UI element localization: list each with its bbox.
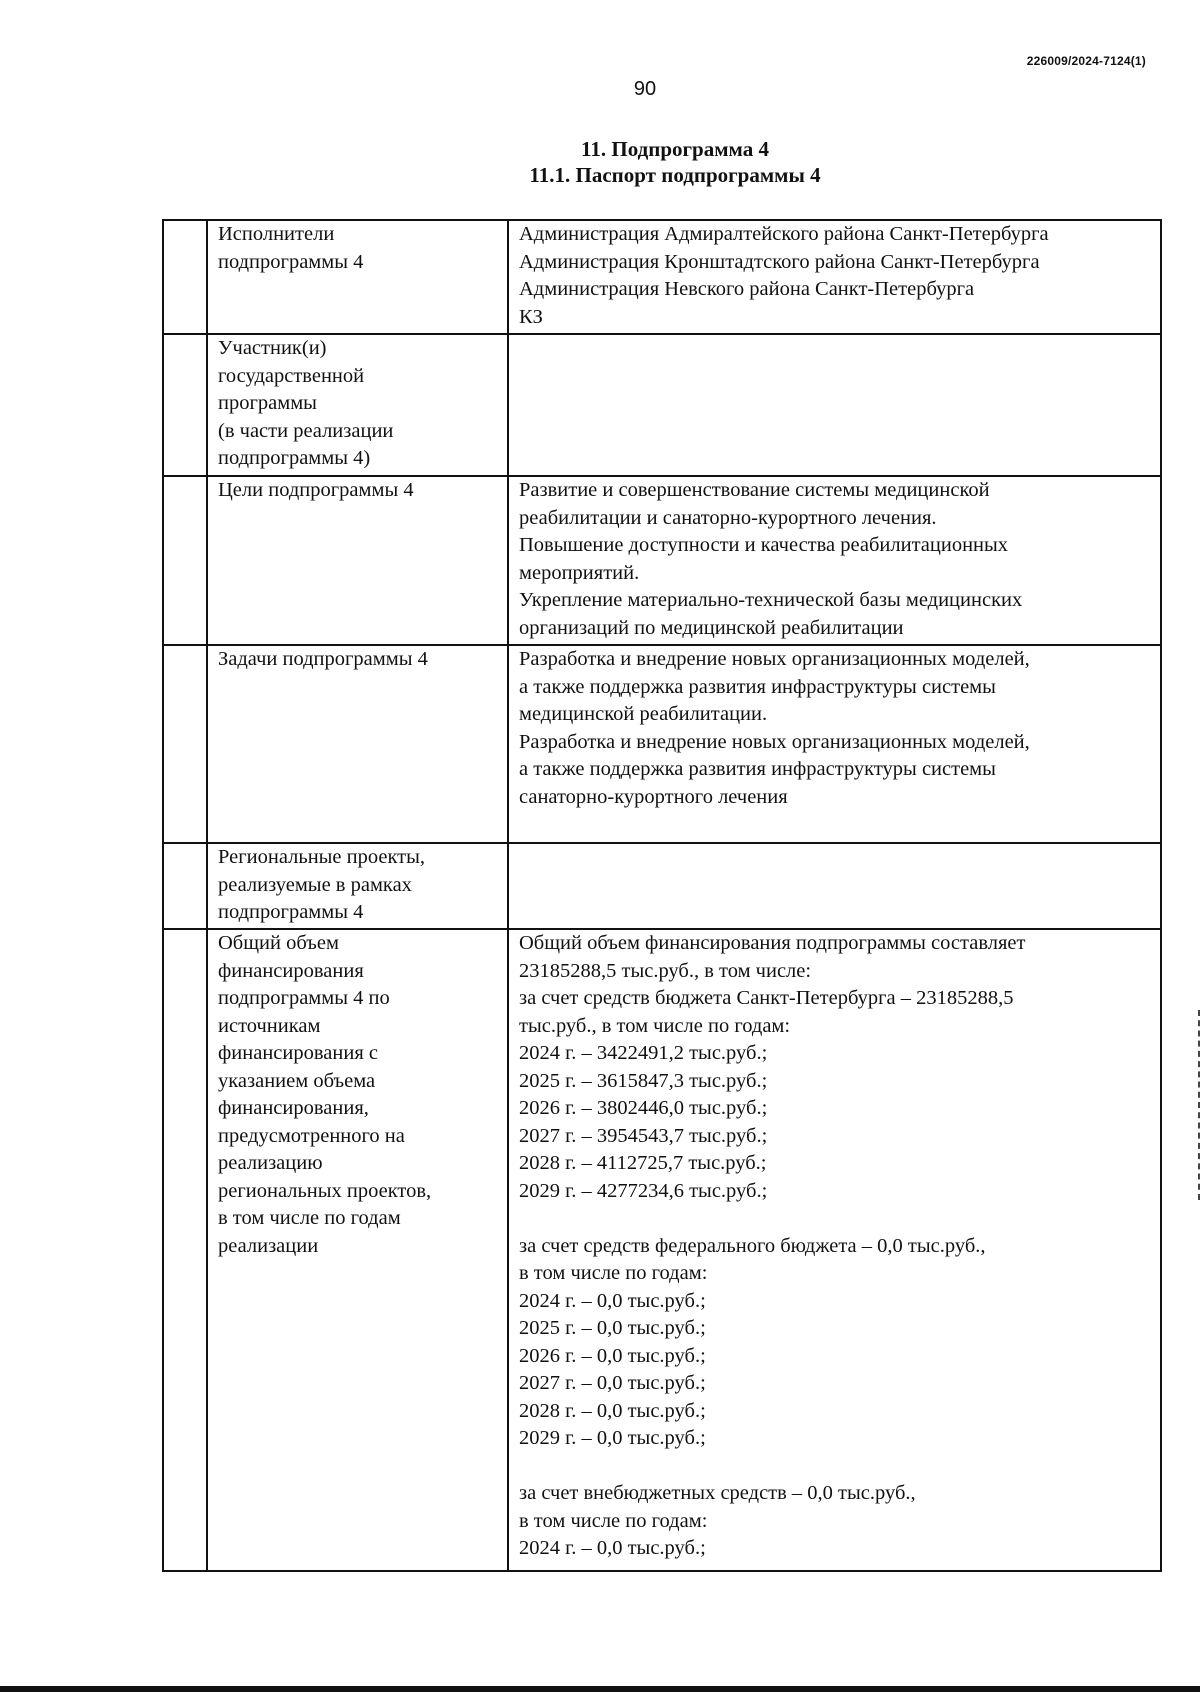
cell-text-line: Администрация Адмиралтейского района Санкт-Петербурга xyxy=(519,223,1049,245)
cell-text-line: Общий объем финансирования подпрограммы составляет xyxy=(519,932,1026,954)
table-row-participants xyxy=(163,334,1161,476)
table-row-financing xyxy=(163,929,1161,1571)
cell-text-line: Участник(и) xyxy=(218,337,327,359)
row-number-cell xyxy=(163,645,207,843)
cell-text-line: подпрограммы 4) xyxy=(218,447,371,469)
cell-text-line: Повышение доступности и качества реабилитационных xyxy=(519,534,1009,556)
cell-text-line: 2025 г. – 0,0 тыс.руб.; xyxy=(519,1317,706,1339)
scan-bottom-edge xyxy=(0,1686,1200,1692)
table-row-tasks xyxy=(163,645,1161,843)
cell-text-line: 2026 г. – 3802446,0 тыс.руб.; xyxy=(519,1097,768,1119)
cell-text-line: в том числе по годам: xyxy=(519,1262,708,1284)
cell-text-line: а также поддержка развития инфраструктуры системы xyxy=(519,758,996,780)
cell-text-line: 2024 г. – 0,0 тыс.руб.; xyxy=(519,1289,706,1312)
cell-text-line: 2028 г. – 4112725,7 тыс.руб.; xyxy=(519,1152,767,1174)
scan-edge-marks xyxy=(1195,1010,1200,1200)
cell-text-line: за счет средств федерального бюджета – 0,0 тыс.руб., xyxy=(519,1234,986,1257)
cell-text-line: тыс.руб., в том числе по годам: xyxy=(519,1014,791,1037)
cell-text-line: Укрепление материально-технической базы медицинских xyxy=(519,589,1023,611)
cell-text-line: подпрограммы 4 по xyxy=(218,987,390,1009)
cell-text-line: санаторно-курортного лечения xyxy=(519,785,788,808)
cell-text-line: Администрация Невского района Санкт-Петербурга xyxy=(519,278,975,300)
row-number-cell xyxy=(163,843,207,929)
value-cell xyxy=(508,645,1161,843)
cell-text-line: КЗ xyxy=(519,305,543,328)
row-number-cell xyxy=(163,476,207,645)
cell-text-line: подпрограммы 4 xyxy=(218,250,364,273)
cell-text-line: Развитие и совершенствование системы медицинской xyxy=(519,479,990,501)
value-cell xyxy=(508,843,1161,929)
blank-line xyxy=(519,1453,1154,1481)
table-row-regional-projects xyxy=(163,843,1161,929)
cell-text-line: финансирования xyxy=(218,959,364,982)
cell-text-line: финансирования, xyxy=(218,1097,369,1119)
value-cell xyxy=(508,929,1161,1571)
cell-text-line: 2029 г. – 0,0 тыс.руб.; xyxy=(519,1427,706,1449)
cell-text-line: 2024 г. – 0,0 тыс.руб.; xyxy=(519,1537,706,1559)
cell-text-line: источникам xyxy=(218,1014,321,1037)
cell-text-line: 2024 г. – 3422491,2 тыс.руб.; xyxy=(519,1042,768,1064)
table-row-executors xyxy=(163,220,1161,334)
cell-text-line: мероприятий. xyxy=(519,561,640,584)
cell-text-line: 2025 г. – 3615847,3 тыс.руб.; xyxy=(519,1069,768,1092)
cell-text-line: региональных проектов, xyxy=(218,1179,432,1202)
subprogram-passport-table xyxy=(162,219,1162,1572)
cell-text-line: 2026 г. – 0,0 тыс.руб.; xyxy=(519,1344,706,1367)
cell-text-line: организаций по медицинской реабилитации xyxy=(519,616,904,639)
value-cell xyxy=(508,334,1161,476)
cell-text-line: Задачи подпрограммы 4 xyxy=(218,648,428,670)
cell-text-line: за счет средств бюджета Санкт-Петербурга – 23185288,5 xyxy=(519,987,1014,1009)
label-cell xyxy=(207,645,508,843)
cell-text-line: реализации xyxy=(218,1234,319,1257)
cell-text-line: в том числе по годам xyxy=(218,1207,401,1229)
section-heading: 11. Подпрограмма 4 xyxy=(581,137,769,161)
cell-text-line: Исполнители xyxy=(218,223,335,245)
label-cell xyxy=(207,843,508,929)
row-number-cell xyxy=(163,929,207,1571)
cell-text-line: подпрограммы 4 xyxy=(218,901,364,923)
cell-text-line: Разработка и внедрение новых организационных моделей, xyxy=(519,730,1030,753)
cell-text-line: 23185288,5 тыс.руб., в том числе: xyxy=(519,959,812,982)
cell-text-line: 2028 г. – 0,0 тыс.руб.; xyxy=(519,1399,706,1422)
document-registration-number: 226009/2024-7124(1) xyxy=(1026,54,1146,68)
cell-text-line: предусмотренного на xyxy=(218,1124,405,1147)
cell-text-line: Общий объем xyxy=(218,932,339,954)
cell-text-line: за счет внебюджетных средств – 0,0 тыс.руб., xyxy=(519,1482,916,1504)
page-number: 90 xyxy=(633,78,657,100)
value-cell xyxy=(508,220,1161,334)
label-cell xyxy=(207,220,508,334)
subsection-heading: 11.1. Паспорт подпрограммы 4 xyxy=(529,163,821,187)
row-number-cell xyxy=(163,220,207,334)
cell-text-line: программы xyxy=(218,392,317,414)
cell-text-line: в том числе по годам: xyxy=(519,1509,708,1532)
cell-text-line: а также поддержка развития инфраструктуры системы xyxy=(519,675,996,698)
label-cell xyxy=(207,929,508,1571)
cell-text-line: реализацию xyxy=(218,1152,323,1174)
cell-text-line: реализуемые в рамках xyxy=(218,873,412,896)
cell-text-line: 2027 г. – 0,0 тыс.руб.; xyxy=(519,1372,706,1394)
cell-text-line: 2027 г. – 3954543,7 тыс.руб.; xyxy=(519,1124,768,1147)
cell-text-line: (в части реализации xyxy=(218,419,394,442)
cell-text-line: Региональные проекты, xyxy=(218,846,426,868)
cell-text-line: медицинской реабилитации. xyxy=(519,703,768,725)
row-number-cell xyxy=(163,334,207,476)
cell-text-line: реабилитации и санаторно-курортного лечения. xyxy=(519,506,937,529)
label-cell xyxy=(207,334,508,476)
blank-line xyxy=(519,1205,1154,1233)
cell-text-line: государственной xyxy=(218,364,365,387)
label-cell xyxy=(207,476,508,645)
cell-text-line: 2029 г. – 4277234,6 тыс.руб.; xyxy=(519,1179,768,1202)
cell-text-line: финансирования с xyxy=(218,1042,378,1064)
cell-text-line: Разработка и внедрение новых организационных моделей, xyxy=(519,648,1030,670)
cell-text-line: указанием объема xyxy=(218,1069,376,1092)
cell-text-line: Цели подпрограммы 4 xyxy=(218,479,414,501)
table-row-goals xyxy=(163,476,1161,645)
value-cell xyxy=(508,476,1161,645)
cell-text-line: Администрация Кронштадтского района Санкт-Петербурга xyxy=(519,250,1040,273)
